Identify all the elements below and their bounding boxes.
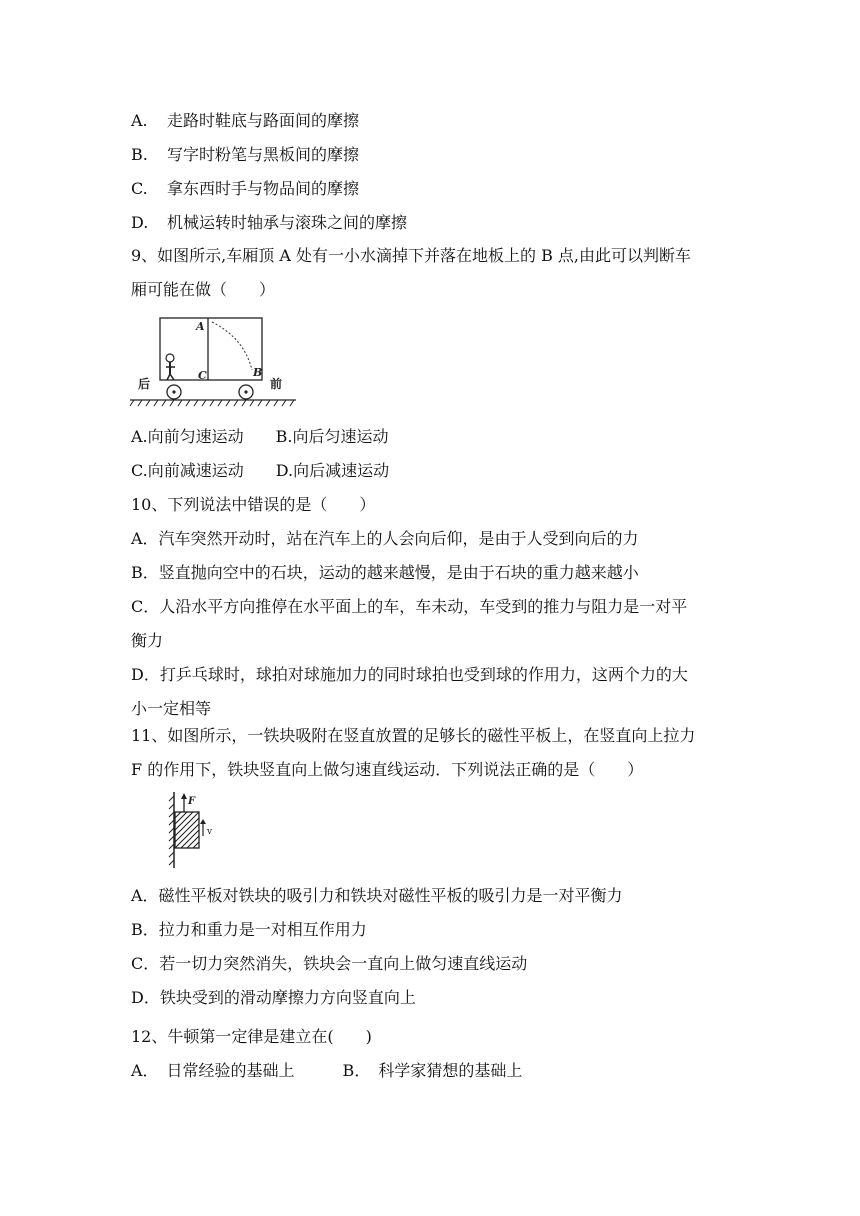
iron-block (175, 812, 199, 848)
velocity-v-arrow-icon (200, 819, 206, 836)
label-a: A (196, 320, 205, 333)
front-wheel-icon (239, 385, 253, 399)
q10-option-c-line1: C．人沿水平方向推停在水平面上的车，车未动，车受到的推力与阻力是一对平 (131, 597, 688, 616)
label-f: F (188, 796, 196, 807)
q12-stem: 12、牛顿第一定律是建立在( ) (131, 1027, 372, 1046)
q8-option-d-text: 机械运转时轴承与滚珠之间的摩擦 (167, 213, 408, 232)
q8-option-b-label: B. (131, 145, 148, 164)
car-body (160, 318, 262, 380)
q8-option-d-label: D. (131, 213, 149, 232)
q8-option-d (131, 213, 407, 233)
q9-stem-line1: 9、如图所示,车厢顶 A 处有一小水滴掉下并落在地板上的 B 点,由此可以判断车 (131, 246, 692, 265)
q9-options-row2: C.向前减速运动 D.向后减速运动 (131, 461, 390, 480)
q11-option-a: A．磁性平板对铁块的吸引力和铁块对磁性平板的吸引力是一对平衡力 (131, 886, 623, 905)
q12-options-row: A． 日常经验的基础上 B． 科学家猜想的基础上 (131, 1061, 523, 1080)
q8-option-c-text: 拿东西时手与物品间的摩擦 (167, 179, 360, 198)
q8-option-c (131, 179, 359, 199)
q8-option-b (131, 145, 359, 165)
label-v: v (207, 827, 213, 837)
ground-hatching (130, 400, 296, 406)
q10-option-a: A．汽车突然开动时，站在汽车上的人会向后仰，是由于人受到向后的力 (131, 529, 639, 548)
q11-option-b: B．拉力和重力是一对相互作用力 (131, 920, 367, 939)
label-c: C (198, 369, 207, 382)
q11-stem-line2: F 的作用下，铁块竖直向上做匀速直线运动．下列说法正确的是（ ） (131, 760, 644, 779)
q10-option-b: B．竖直抛向空中的石块，运动的越来越慢，是由于石块的重力越来越小 (131, 563, 639, 582)
label-b: B (253, 366, 263, 379)
q8-option-b-text: 写字时粉笔与黑板间的摩擦 (167, 145, 360, 164)
q11-option-c: C．若一切力突然消失，铁块会一直向上做匀速直线运动 (131, 954, 528, 973)
q11-magnetic-plate-figure (164, 790, 228, 870)
passenger-icon (166, 354, 175, 380)
rear-wheel-icon (167, 385, 181, 399)
q10-option-d-line2: 小一定相等 (131, 699, 212, 718)
q11-stem-line1: 11、如图所示，一铁块吸附在竖直放置的足够长的磁性平板上，在竖直向上拉力 (131, 726, 696, 745)
label-back: 后 (138, 377, 151, 391)
force-f-arrow-icon (181, 793, 187, 812)
drop-path (212, 322, 252, 370)
q9-stem-line2: 厢可能在做（ ） (131, 280, 276, 299)
q11-option-d: D．铁块受到的滑动摩擦力方向竖直向上 (131, 988, 416, 1007)
q10-option-c-line2: 衡力 (131, 631, 164, 650)
q8-option-a-text: 走路时鞋底与路面间的摩擦 (167, 111, 360, 130)
q8-option-a-label: A. (131, 111, 148, 130)
q10-option-d-line1: D．打乒乓球时，球拍对球施加力的同时球拍也受到球的作用力，这两个力的大 (131, 665, 688, 684)
q9-train-car-figure (128, 312, 300, 408)
q10-stem: 10、下列说法中错误的是（ ） (131, 495, 376, 514)
q9-options-row1: A.向前匀速运动 B.向后匀速运动 (131, 427, 389, 446)
q8-option-a (131, 111, 359, 131)
label-front: 前 (270, 377, 283, 391)
q8-option-c-label: C. (131, 179, 148, 198)
